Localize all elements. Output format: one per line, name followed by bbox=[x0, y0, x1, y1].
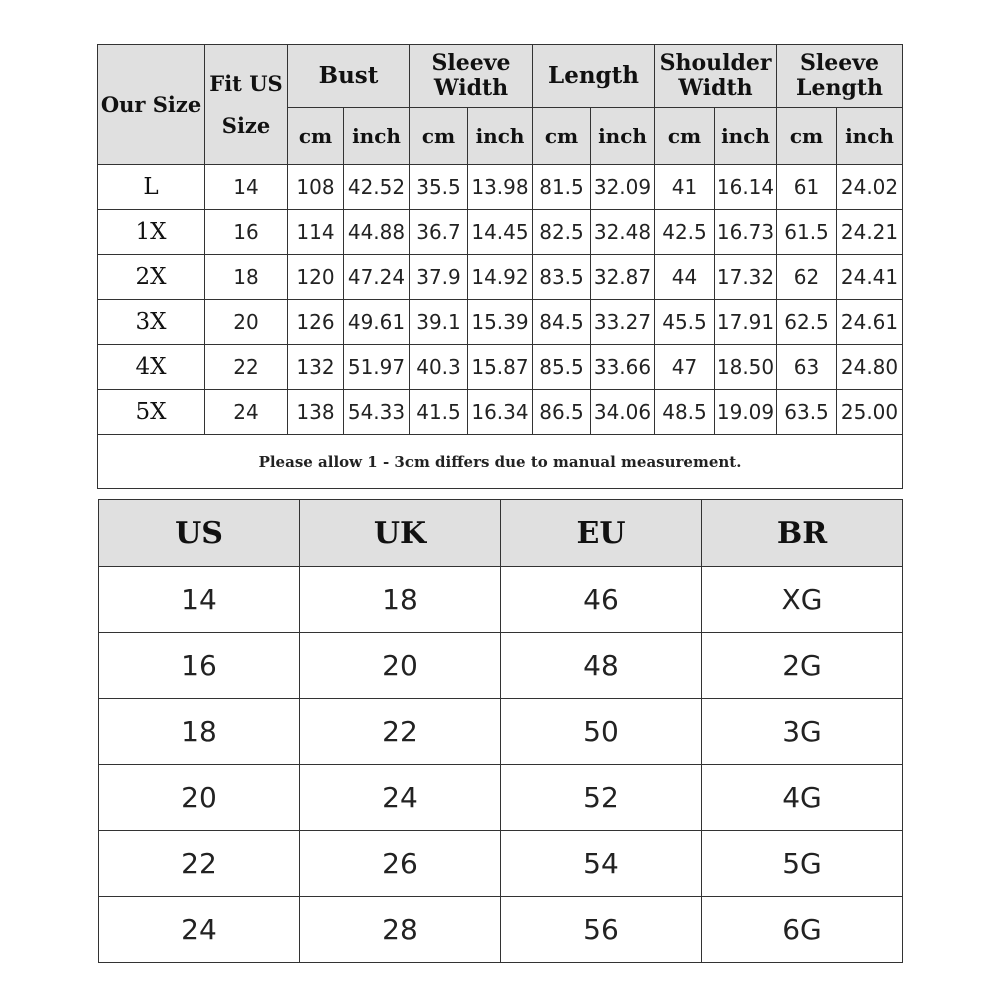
sleeve-length-cm-cell: 63 bbox=[777, 345, 837, 390]
length-inch-cell: 33.66 bbox=[591, 345, 655, 390]
uk-size-cell: 20 bbox=[300, 633, 501, 699]
length-cm-cell: 85.5 bbox=[533, 345, 591, 390]
unit-inch: inch bbox=[837, 108, 903, 165]
sleeve-width-inch-cell: 13.98 bbox=[468, 165, 533, 210]
sleeve-length-cm-cell: 61 bbox=[777, 165, 837, 210]
sleeve-width-cm-cell: 36.7 bbox=[410, 210, 468, 255]
table-row bbox=[99, 633, 903, 699]
table-row bbox=[98, 390, 903, 435]
header-sleeve-width: Sleeve Width bbox=[410, 45, 533, 108]
size-conversion-table bbox=[98, 499, 903, 963]
uk-size-cell: 26 bbox=[300, 831, 501, 897]
length-cm-cell: 84.5 bbox=[533, 300, 591, 345]
unit-inch: inch bbox=[344, 108, 410, 165]
unit-cm: cm bbox=[410, 108, 468, 165]
bust-inch-cell: 51.97 bbox=[344, 345, 410, 390]
table-row bbox=[98, 345, 903, 390]
bust-cm-cell: 120 bbox=[288, 255, 344, 300]
sleeve-length-cm-cell: 63.5 bbox=[777, 390, 837, 435]
uk-size-cell: 22 bbox=[300, 699, 501, 765]
fit-us-size-cell: 14 bbox=[205, 165, 288, 210]
us-size-cell: 24 bbox=[99, 897, 300, 963]
bust-cm-cell: 138 bbox=[288, 390, 344, 435]
uk-size-cell: 28 bbox=[300, 897, 501, 963]
length-inch-cell: 32.87 bbox=[591, 255, 655, 300]
unit-cm: cm bbox=[777, 108, 837, 165]
header-eu: EU bbox=[501, 500, 702, 567]
shoulder-width-inch-cell: 18.50 bbox=[715, 345, 777, 390]
sleeve-length-cm-cell: 62 bbox=[777, 255, 837, 300]
eu-size-cell: 48 bbox=[501, 633, 702, 699]
unit-cm: cm bbox=[533, 108, 591, 165]
our-size-cell: L bbox=[98, 165, 205, 210]
unit-inch: inch bbox=[591, 108, 655, 165]
bust-inch-cell: 47.24 bbox=[344, 255, 410, 300]
sleeve-length-cm-cell: 62.5 bbox=[777, 300, 837, 345]
fit-us-size-cell: 24 bbox=[205, 390, 288, 435]
length-inch-cell: 32.09 bbox=[591, 165, 655, 210]
sleeve-length-cm-cell: 61.5 bbox=[777, 210, 837, 255]
table-row bbox=[99, 897, 903, 963]
our-size-cell: 5X bbox=[98, 390, 205, 435]
sleeve-length-inch-cell: 24.02 bbox=[837, 165, 903, 210]
table-row bbox=[98, 165, 903, 210]
sleeve-width-cm-cell: 35.5 bbox=[410, 165, 468, 210]
header-uk: UK bbox=[300, 500, 501, 567]
shoulder-width-cm-cell: 48.5 bbox=[655, 390, 715, 435]
bust-inch-cell: 54.33 bbox=[344, 390, 410, 435]
header-fit-us-size: Fit US Size bbox=[205, 45, 288, 165]
our-size-cell: 3X bbox=[98, 300, 205, 345]
br-size-cell: XG bbox=[702, 567, 903, 633]
fit-us-size-cell: 16 bbox=[205, 210, 288, 255]
eu-size-cell: 50 bbox=[501, 699, 702, 765]
length-inch-cell: 32.48 bbox=[591, 210, 655, 255]
bust-cm-cell: 132 bbox=[288, 345, 344, 390]
bust-cm-cell: 126 bbox=[288, 300, 344, 345]
br-size-cell: 4G bbox=[702, 765, 903, 831]
fit-us-size-cell: 18 bbox=[205, 255, 288, 300]
our-size-cell: 1X bbox=[98, 210, 205, 255]
length-cm-cell: 82.5 bbox=[533, 210, 591, 255]
unit-inch: inch bbox=[715, 108, 777, 165]
us-size-cell: 14 bbox=[99, 567, 300, 633]
sleeve-width-inch-cell: 14.45 bbox=[468, 210, 533, 255]
shoulder-width-inch-cell: 16.73 bbox=[715, 210, 777, 255]
measurement-note: Please allow 1 - 3cm differs due to manual measurement. bbox=[98, 435, 903, 489]
header-us: US bbox=[99, 500, 300, 567]
our-size-cell: 2X bbox=[98, 255, 205, 300]
shoulder-width-cm-cell: 41 bbox=[655, 165, 715, 210]
us-size-cell: 16 bbox=[99, 633, 300, 699]
header-length: Length bbox=[533, 45, 655, 108]
bust-inch-cell: 49.61 bbox=[344, 300, 410, 345]
sleeve-width-cm-cell: 41.5 bbox=[410, 390, 468, 435]
us-size-cell: 22 bbox=[99, 831, 300, 897]
br-size-cell: 3G bbox=[702, 699, 903, 765]
header-br: BR bbox=[702, 500, 903, 567]
br-size-cell: 2G bbox=[702, 633, 903, 699]
table-row bbox=[98, 300, 903, 345]
shoulder-width-cm-cell: 44 bbox=[655, 255, 715, 300]
table-row bbox=[99, 831, 903, 897]
shoulder-width-inch-cell: 17.32 bbox=[715, 255, 777, 300]
sleeve-width-cm-cell: 40.3 bbox=[410, 345, 468, 390]
shoulder-width-cm-cell: 47 bbox=[655, 345, 715, 390]
shoulder-width-cm-cell: 42.5 bbox=[655, 210, 715, 255]
table-row bbox=[98, 255, 903, 300]
unit-cm: cm bbox=[655, 108, 715, 165]
length-cm-cell: 86.5 bbox=[533, 390, 591, 435]
us-size-cell: 20 bbox=[99, 765, 300, 831]
our-size-cell: 4X bbox=[98, 345, 205, 390]
eu-size-cell: 56 bbox=[501, 897, 702, 963]
sleeve-length-inch-cell: 25.00 bbox=[837, 390, 903, 435]
us-size-cell: 18 bbox=[99, 699, 300, 765]
sleeve-length-inch-cell: 24.61 bbox=[837, 300, 903, 345]
shoulder-width-inch-cell: 16.14 bbox=[715, 165, 777, 210]
fit-us-size-cell: 20 bbox=[205, 300, 288, 345]
size-measurement-table bbox=[97, 44, 903, 489]
fit-us-size-cell: 22 bbox=[205, 345, 288, 390]
sleeve-width-cm-cell: 37.9 bbox=[410, 255, 468, 300]
length-inch-cell: 33.27 bbox=[591, 300, 655, 345]
unit-cm: cm bbox=[288, 108, 344, 165]
sleeve-width-inch-cell: 14.92 bbox=[468, 255, 533, 300]
shoulder-width-inch-cell: 19.09 bbox=[715, 390, 777, 435]
br-size-cell: 6G bbox=[702, 897, 903, 963]
eu-size-cell: 54 bbox=[501, 831, 702, 897]
shoulder-width-cm-cell: 45.5 bbox=[655, 300, 715, 345]
sleeve-length-inch-cell: 24.80 bbox=[837, 345, 903, 390]
uk-size-cell: 18 bbox=[300, 567, 501, 633]
table-row bbox=[99, 765, 903, 831]
bust-inch-cell: 42.52 bbox=[344, 165, 410, 210]
sleeve-length-inch-cell: 24.21 bbox=[837, 210, 903, 255]
sleeve-width-inch-cell: 15.87 bbox=[468, 345, 533, 390]
header-bust: Bust bbox=[288, 45, 410, 108]
sleeve-width-cm-cell: 39.1 bbox=[410, 300, 468, 345]
header-our-size: Our Size bbox=[98, 45, 205, 165]
length-inch-cell: 34.06 bbox=[591, 390, 655, 435]
length-cm-cell: 83.5 bbox=[533, 255, 591, 300]
sleeve-width-inch-cell: 16.34 bbox=[468, 390, 533, 435]
length-cm-cell: 81.5 bbox=[533, 165, 591, 210]
uk-size-cell: 24 bbox=[300, 765, 501, 831]
br-size-cell: 5G bbox=[702, 831, 903, 897]
sleeve-width-inch-cell: 15.39 bbox=[468, 300, 533, 345]
bust-cm-cell: 114 bbox=[288, 210, 344, 255]
header-shoulder-width: Shoulder Width bbox=[655, 45, 777, 108]
table-row bbox=[99, 567, 903, 633]
sleeve-length-inch-cell: 24.41 bbox=[837, 255, 903, 300]
shoulder-width-inch-cell: 17.91 bbox=[715, 300, 777, 345]
bust-inch-cell: 44.88 bbox=[344, 210, 410, 255]
table-row bbox=[98, 210, 903, 255]
eu-size-cell: 52 bbox=[501, 765, 702, 831]
header-sleeve-length: Sleeve Length bbox=[777, 45, 903, 108]
unit-inch: inch bbox=[468, 108, 533, 165]
table-row bbox=[99, 699, 903, 765]
bust-cm-cell: 108 bbox=[288, 165, 344, 210]
eu-size-cell: 46 bbox=[501, 567, 702, 633]
